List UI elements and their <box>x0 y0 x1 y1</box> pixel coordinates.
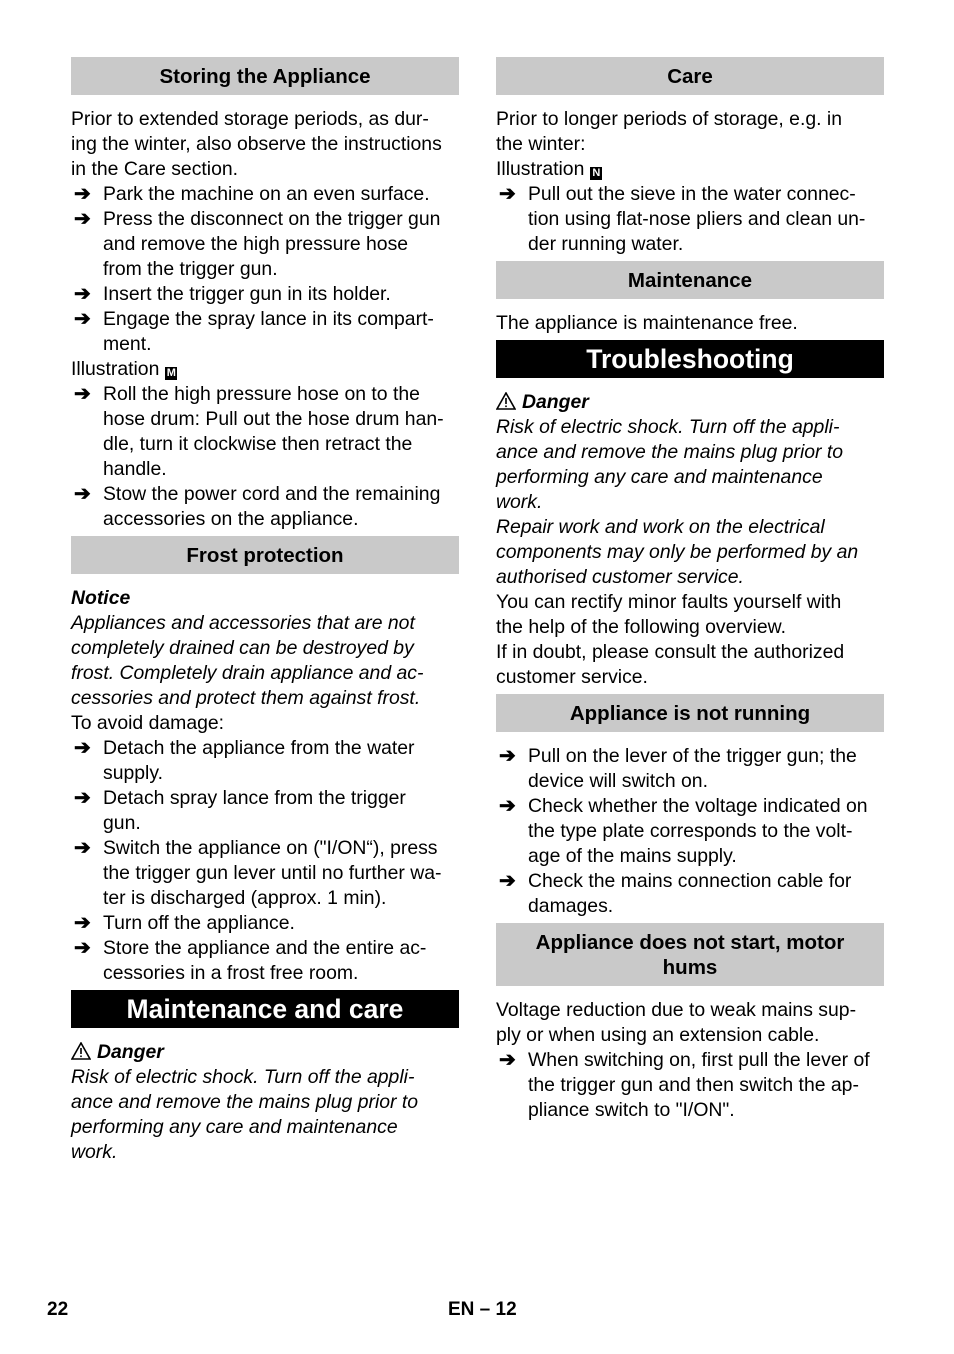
arrow-right-icon: ➔ <box>74 283 91 305</box>
care-steps <box>496 182 884 257</box>
arrow-right-icon: ➔ <box>499 183 516 205</box>
list-item <box>496 182 884 257</box>
not-running-heading: Appliance is not running <box>496 694 884 732</box>
list-item-text: Check the mains connection cable for <box>528 870 852 892</box>
text-line: ance and remove the mains plug prior to <box>496 441 844 463</box>
text-line: Voltage reduction due to weak mains sup- <box>496 999 857 1021</box>
list-item-text: cessories in a frost free room. <box>103 962 359 984</box>
illustration-label: Illustration <box>496 158 585 180</box>
list-item-text: Pull out the sieve in the water connec- <box>528 183 856 205</box>
list-item-text: Stow the power cord and the remaining <box>103 483 441 505</box>
list-item-text: ter is discharged (approx. 1 min). <box>103 887 387 909</box>
storing-intro <box>71 107 459 182</box>
list-item <box>71 482 459 532</box>
heading-line: Appliance does not start, motor <box>535 931 845 954</box>
text-line: Repair work and work on the electrical <box>496 516 825 538</box>
arrow-right-icon: ➔ <box>74 937 91 959</box>
illustration-reference <box>496 157 884 182</box>
list-item-text: from the trigger gun. <box>103 258 278 280</box>
list-item <box>496 869 884 919</box>
arrow-right-icon: ➔ <box>74 308 91 330</box>
list-item <box>71 736 459 786</box>
illustration-reference <box>71 357 459 382</box>
list-item-text: Detach the appliance from the water <box>103 737 415 759</box>
list-item-text: age of the mains supply. <box>528 845 737 867</box>
list-item-text: Detach spray lance from the trigger <box>103 787 406 809</box>
warning-triangle-icon <box>71 1042 91 1060</box>
motor-hums-steps <box>496 1048 884 1123</box>
left-column <box>71 57 459 1165</box>
text-line: Risk of electric shock. Turn off the appli- <box>496 416 840 438</box>
arrow-right-icon: ➔ <box>74 912 91 934</box>
text-line: Prior to extended storage periods, as dur- <box>71 108 429 130</box>
text-line: work. <box>71 1141 118 1163</box>
list-item <box>71 182 459 207</box>
text-line: ply or when using an extension cable. <box>496 1024 820 1046</box>
page-number: 22 <box>47 1299 69 1320</box>
troubleshooting-heading: Troubleshooting <box>496 340 884 378</box>
frost-steps <box>71 736 459 986</box>
notice-label: Notice <box>71 587 131 609</box>
list-item-text: handle. <box>103 458 167 480</box>
storing-steps-b <box>71 382 459 532</box>
list-item-text: Engage the spray lance in its compart- <box>103 308 434 330</box>
list-item <box>71 911 459 936</box>
list-item-text: and remove the high pressure hose <box>103 233 409 255</box>
list-item-text: the trigger gun and then switch the ap- <box>528 1074 859 1096</box>
text-line: Risk of electric shock. Turn off the appli- <box>71 1066 415 1088</box>
motor-hums-heading <box>496 923 884 986</box>
list-item <box>71 786 459 836</box>
list-item-text: device will switch on. <box>528 770 708 792</box>
list-item-text: Store the appliance and the entire ac- <box>103 937 427 959</box>
maintenance-heading: Maintenance <box>496 261 884 299</box>
list-item <box>496 744 884 794</box>
frost-heading: Frost protection <box>71 536 459 574</box>
text-line: the winter: <box>496 133 586 155</box>
list-item-text: Insert the trigger gun in its holder. <box>103 283 391 305</box>
motor-hums-body <box>496 998 884 1048</box>
list-item-text: Roll the high pressure hose on to the <box>103 383 420 405</box>
avoid-damage-text: To avoid damage: <box>71 712 225 734</box>
text-line: ing the winter, also observe the instructions <box>71 133 442 155</box>
list-item-text: Pull on the lever of the trigger gun; the <box>528 745 857 767</box>
list-item-text: der running water. <box>528 233 684 255</box>
list-item-text: gun. <box>103 812 141 834</box>
danger-label: Danger <box>522 391 589 413</box>
danger-text <box>71 1065 459 1165</box>
list-item-text: hose drum: Pull out the hose drum han- <box>103 408 444 430</box>
warning-triangle-icon <box>496 392 516 410</box>
list-item-text: When switching on, first pull the lever of <box>528 1049 870 1071</box>
list-item <box>71 307 459 357</box>
text-line: work. <box>496 491 543 513</box>
danger-line <box>71 1040 459 1065</box>
list-item-text: supply. <box>103 762 163 784</box>
text-line: the help of the following overview. <box>496 616 786 638</box>
arrow-right-icon: ➔ <box>499 870 516 892</box>
storing-steps-a <box>71 182 459 357</box>
list-item <box>71 382 459 482</box>
list-item-text: pliance switch to "I/ON". <box>528 1099 735 1121</box>
maintenance-text: The appliance is maintenance free. <box>496 312 798 334</box>
danger-line <box>496 390 884 415</box>
list-item <box>496 1048 884 1123</box>
danger-text <box>496 415 884 590</box>
arrow-right-icon: ➔ <box>499 795 516 817</box>
arrow-right-icon: ➔ <box>74 208 91 230</box>
section-page-label: EN – 12 <box>448 1299 517 1320</box>
list-item-text: tion using flat-nose pliers and clean un- <box>528 208 866 230</box>
arrow-right-icon: ➔ <box>499 745 516 767</box>
care-heading: Care <box>496 57 884 95</box>
arrow-right-icon: ➔ <box>499 1049 516 1071</box>
list-item-text: Check whether the voltage indicated on <box>528 795 868 817</box>
not-running-steps <box>496 744 884 919</box>
illustration-badge: N <box>590 167 602 180</box>
text-line: frost. Completely drain appliance and ac- <box>71 662 424 684</box>
troubleshooting-body <box>496 590 884 690</box>
storing-heading: Storing the Appliance <box>71 57 459 95</box>
illustration-badge: M <box>166 367 176 379</box>
list-item-text: Switch the appliance on ("I/ON“), press <box>103 837 438 859</box>
text-line: customer service. <box>496 666 648 688</box>
arrow-right-icon: ➔ <box>74 383 91 405</box>
text-line: If in doubt, please consult the authorized <box>496 641 845 663</box>
text-line: completely drained can be destroyed by <box>71 637 414 659</box>
list-item-text: Park the machine on an even surface. <box>103 183 430 205</box>
text-line: performing any care and maintenance <box>496 466 823 488</box>
text-line: Prior to longer periods of storage, e.g. in <box>496 108 842 130</box>
right-column <box>496 57 884 1123</box>
heading-line: hums <box>662 956 718 979</box>
arrow-right-icon: ➔ <box>74 787 91 809</box>
maintenance-care-heading: Maintenance and care <box>71 990 459 1028</box>
list-item <box>496 794 884 869</box>
list-item-text: the trigger gun lever until no further wa- <box>103 862 442 884</box>
arrow-right-icon: ➔ <box>74 483 91 505</box>
list-item-text: the type plate corresponds to the volt- <box>528 820 853 842</box>
list-item-text: Press the disconnect on the trigger gun <box>103 208 441 230</box>
list-item-text: accessories on the appliance. <box>103 508 359 530</box>
arrow-right-icon: ➔ <box>74 737 91 759</box>
list-item-text: dle, turn it clockwise then retract the <box>103 433 413 455</box>
danger-label: Danger <box>97 1041 164 1063</box>
arrow-right-icon: ➔ <box>74 183 91 205</box>
text-line: cessories and protect them against frost. <box>71 687 421 709</box>
list-item-text: damages. <box>528 895 614 917</box>
text-line: ance and remove the mains plug prior to <box>71 1091 419 1113</box>
list-item <box>71 936 459 986</box>
text-line: performing any care and maintenance <box>71 1116 398 1138</box>
illustration-label: Illustration <box>71 358 160 380</box>
list-item <box>71 207 459 282</box>
text-line: components may only be performed by an <box>496 541 859 563</box>
text-line: authorised customer service. <box>496 566 744 588</box>
text-line: in the Care section. <box>71 158 239 180</box>
arrow-right-icon: ➔ <box>74 837 91 859</box>
list-item-text: ment. <box>103 333 152 355</box>
text-line: You can rectify minor faults yourself with <box>496 591 842 613</box>
notice-text <box>71 611 459 711</box>
list-item-text: Turn off the appliance. <box>103 912 295 934</box>
care-intro <box>496 107 884 157</box>
text-line: Appliances and accessories that are not <box>71 612 415 634</box>
list-item <box>71 836 459 911</box>
list-item <box>71 282 459 307</box>
